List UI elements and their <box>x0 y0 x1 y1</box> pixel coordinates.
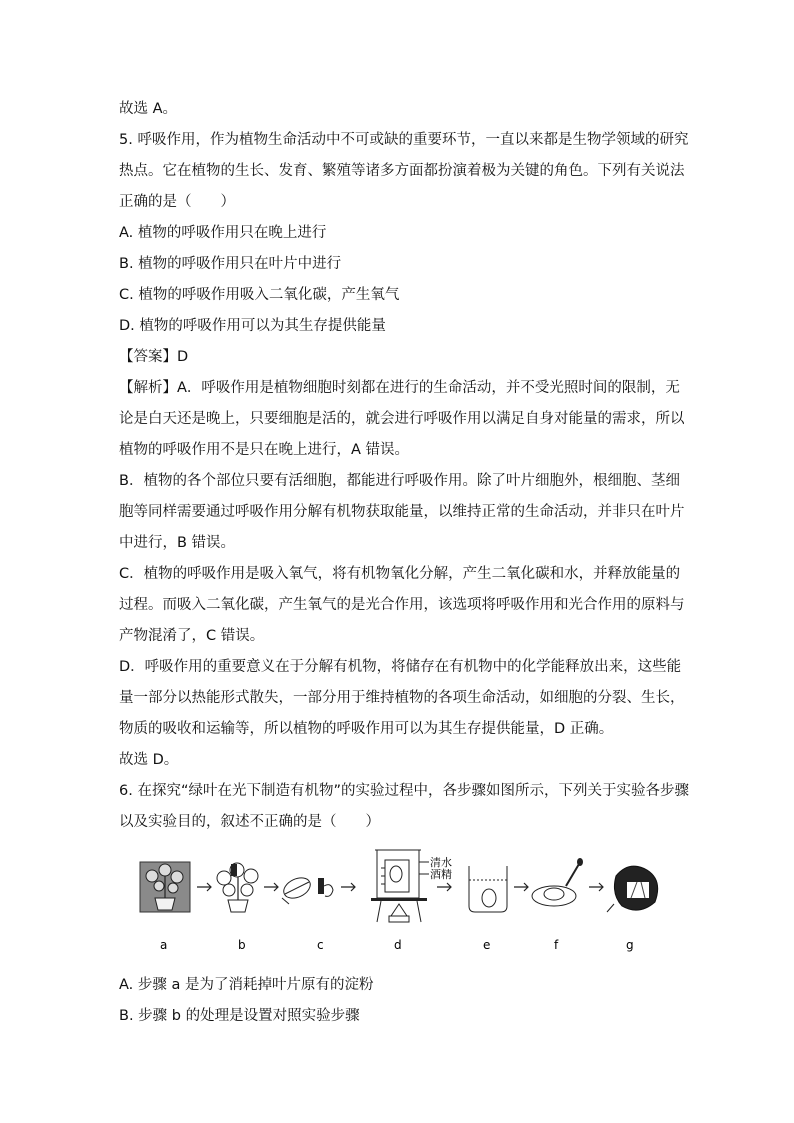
q6-stem-line-2: 以及实验目的，叙述不正确的是（ ） <box>119 814 380 830</box>
step-e-rinse-leaf <box>469 866 507 912</box>
document-page <box>119 94 689 1032</box>
step-label-c: c <box>317 938 324 952</box>
q5-analysis-line-8: 过程。而吸入二氧化碳，产生氧气的是光合作用，该选项将呼吸作用和光合作用的原料与 <box>119 597 685 613</box>
q5-analysis-line-6: 中进行，B 错误。 <box>119 535 236 551</box>
question-5 <box>119 125 689 776</box>
q5-analysis-line-12: 物质的吸收和运输等，所以植物的呼吸作用可以为其生存提供能量，D 正确。 <box>119 721 614 737</box>
q5-analysis-line-1: 【解析】A．呼吸作用是植物细胞时刻都在进行的生命活动，并不受光照时间的限制，无 <box>119 380 680 396</box>
arrow-icon <box>589 883 603 891</box>
q5-analysis-line-7: C．植物的呼吸作用是吸入氧气，将有机物氧化分解，产生二氧化碳和水，并释放能量的 <box>119 566 681 582</box>
q5-stem-line-2: 热点。它在植物的生长、发育、繁殖等诸多方面都扮演着极为关键的角色。下列有关说法 <box>119 163 685 179</box>
arrow-icon <box>514 883 528 891</box>
step-label-d: d <box>394 938 402 952</box>
q5-analysis-line-3: 植物的呼吸作用不是只在晚上进行，A 错误。 <box>119 442 410 458</box>
step-label-g: g <box>626 938 634 952</box>
experiment-figure <box>119 846 679 956</box>
step-d-water-bath <box>371 850 429 922</box>
q5-stem-line-1: 5. 呼吸作用，作为植物生命活动中不可或缺的重要环节，一直以来都是生物学领域的研究 <box>119 132 689 148</box>
q6-stem-line-1: 6. 在探究“绿叶在光下制造有机物”的实验过程中，各步骤如图所示，下列关于实验各步骤 <box>119 783 689 799</box>
step-label-a: a <box>160 938 168 952</box>
arrow-icon <box>341 883 355 891</box>
q5-option-d: D. 植物的呼吸作用可以为其生存提供能量 <box>119 318 386 334</box>
step-b-covered-plant <box>217 863 258 912</box>
arrow-icon <box>197 883 211 891</box>
q4-conclusion: 故选 A。 <box>119 101 178 117</box>
step-c-remove-paper <box>281 874 333 904</box>
q5-conclusion: 故选 D。 <box>119 752 179 768</box>
q6-option-b: B. 步骤 b 的处理是设置对照实验步骤 <box>119 1008 360 1024</box>
step-a-dark-plant <box>140 862 190 912</box>
q5-analysis-line-4: B．植物的各个部位只要有活细胞，都能进行呼吸作用。除了叶片细胞外，根细胞、茎细 <box>119 473 680 489</box>
step-label-f: f <box>554 938 559 952</box>
arrow-icon <box>437 883 451 891</box>
q5-analysis-line-2: 论是白天还是晚上，只要细胞是活的，就会进行呼吸作用以满足自身对能量的需求，所以 <box>119 411 685 427</box>
q5-stem-line-3: 正确的是（ ） <box>119 194 235 210</box>
step-f-iodine-drop <box>532 858 583 906</box>
arrow-icon <box>264 883 278 891</box>
question-6 <box>119 776 689 1032</box>
q6-option-a: A. 步骤 a 是为了消耗掉叶片原有的淀粉 <box>119 977 374 993</box>
water-label: 清水 <box>430 856 452 869</box>
q5-analysis-line-5: 胞等同样需要通过呼吸作用分解有机物获取能量，以维持正常的生命活动，并非只在叶片 <box>119 504 685 520</box>
q5-analysis-line-10: D．呼吸作用的重要意义在于分解有机物，将储存在有机物中的化学能释放出来，这些能 <box>119 659 682 675</box>
q5-option-c: C. 植物的呼吸作用吸入二氧化碳，产生氧气 <box>119 287 400 303</box>
step-label-b: b <box>238 938 246 952</box>
q5-answer: 【答案】D <box>119 349 189 365</box>
experiment-steps-diagram <box>119 846 679 956</box>
step-label-e: e <box>483 938 491 952</box>
q5-analysis-line-11: 量一部分以热能形式散失，一部分用于维持植物的各项生命活动，如细胞的分裂、生长， <box>119 690 685 706</box>
step-g-stained-leaf <box>607 866 658 912</box>
q5-analysis-line-9: 产物混淆了，C 错误。 <box>119 628 265 644</box>
q5-option-b: B. 植物的呼吸作用只在叶片中进行 <box>119 256 342 272</box>
alcohol-label: 酒精 <box>430 868 452 881</box>
q5-option-a: A. 植物的呼吸作用只在晚上进行 <box>119 225 327 241</box>
